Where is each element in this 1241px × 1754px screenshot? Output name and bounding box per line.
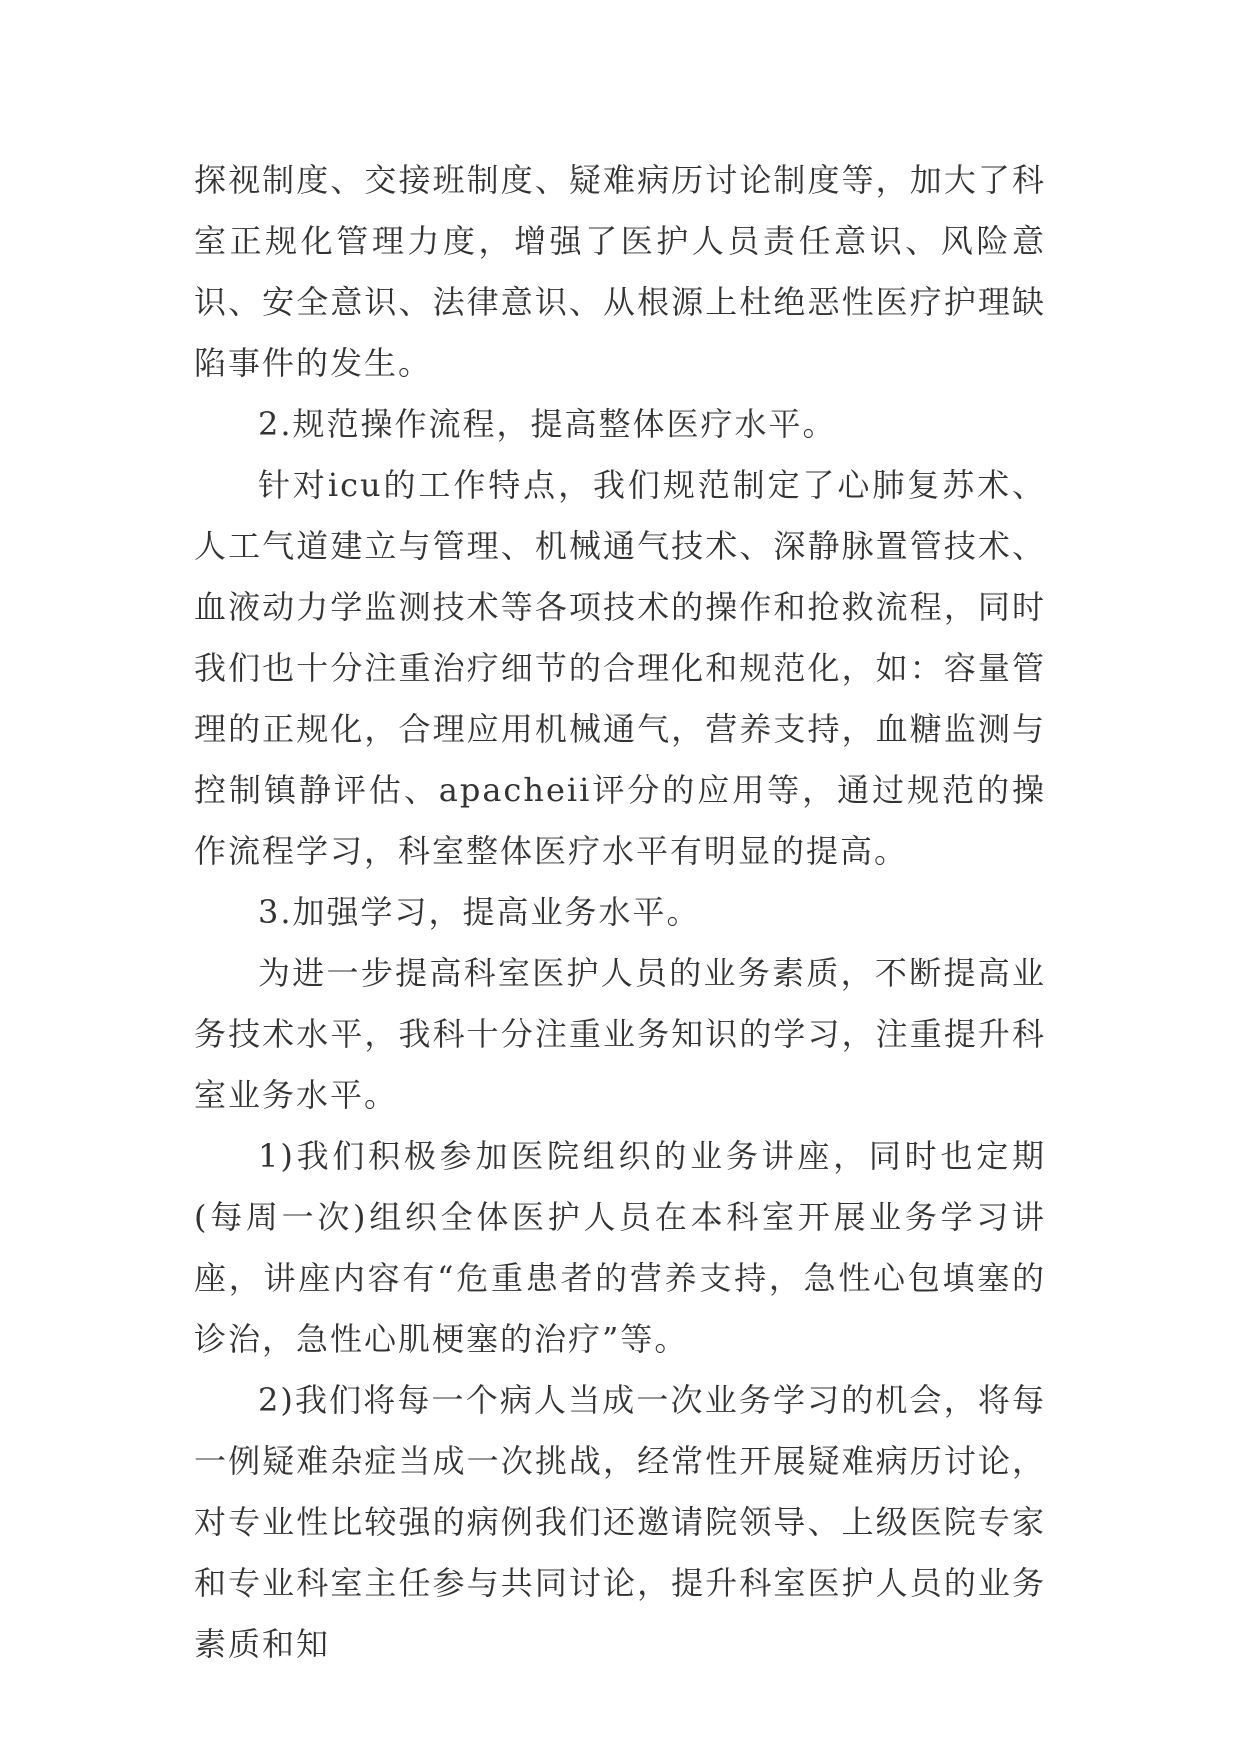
section-heading-3: 3.加强学习，提高业务水平。 bbox=[258, 893, 701, 931]
paragraph-icu-procedures: 针对icu的工作特点，我们规范制定了心肺复苏术、人工气道建立与管理、机械通气技术、深静脉置管技术、血液动力学监测技术等各项技术的操作和抢救流程，同时我们也十分注重治疗细节的合理化和规范化，如：容量管理的正规化，合理应用机械通气，营养支持，血糖监测与控制镇静评估、apacheii评分的应用等，通过规范的操作流程学习，科室整体医疗水平有明显的提高。 bbox=[194, 466, 1046, 870]
paragraph-learning-intro: 为进一步提高科室医护人员的业务素质，不断提高业务技术水平，我科十分注重业务知识的学习，注重提升科室业务水平。 bbox=[194, 954, 1046, 1114]
paragraph-intro-continued: 探视制度、交接班制度、疑难病历讨论制度等，加大了科室正规化管理力度，增强了医护人员责任意识、风险意识、安全意识、法律意识、从根源上杜绝恶性医疗护理缺陷事件的发生。 bbox=[194, 161, 1046, 382]
list-item-2: 2)我们将每一个病人当成一次业务学习的机会，将每一例疑难杂症当成一次挑战，经常性开展疑难病历讨论，对专业性比较强的病例我们还邀请院领导、上级医院专家和专业科室主任参与共同讨论，提升科室医护人员的业务素质和知 bbox=[194, 1381, 1046, 1663]
list-item-1: 1)我们积极参加医院组织的业务讲座，同时也定期(每周一次)组织全体医护人员在本科室开展业务学习讲座，讲座内容有“危重患者的营养支持，急性心包填塞的诊治，急性心肌梗塞的治疗”等。 bbox=[194, 1137, 1046, 1358]
document-body bbox=[194, 150, 1046, 1675]
section-heading-2: 2.规范操作流程，提高整体医疗水平。 bbox=[258, 405, 837, 443]
